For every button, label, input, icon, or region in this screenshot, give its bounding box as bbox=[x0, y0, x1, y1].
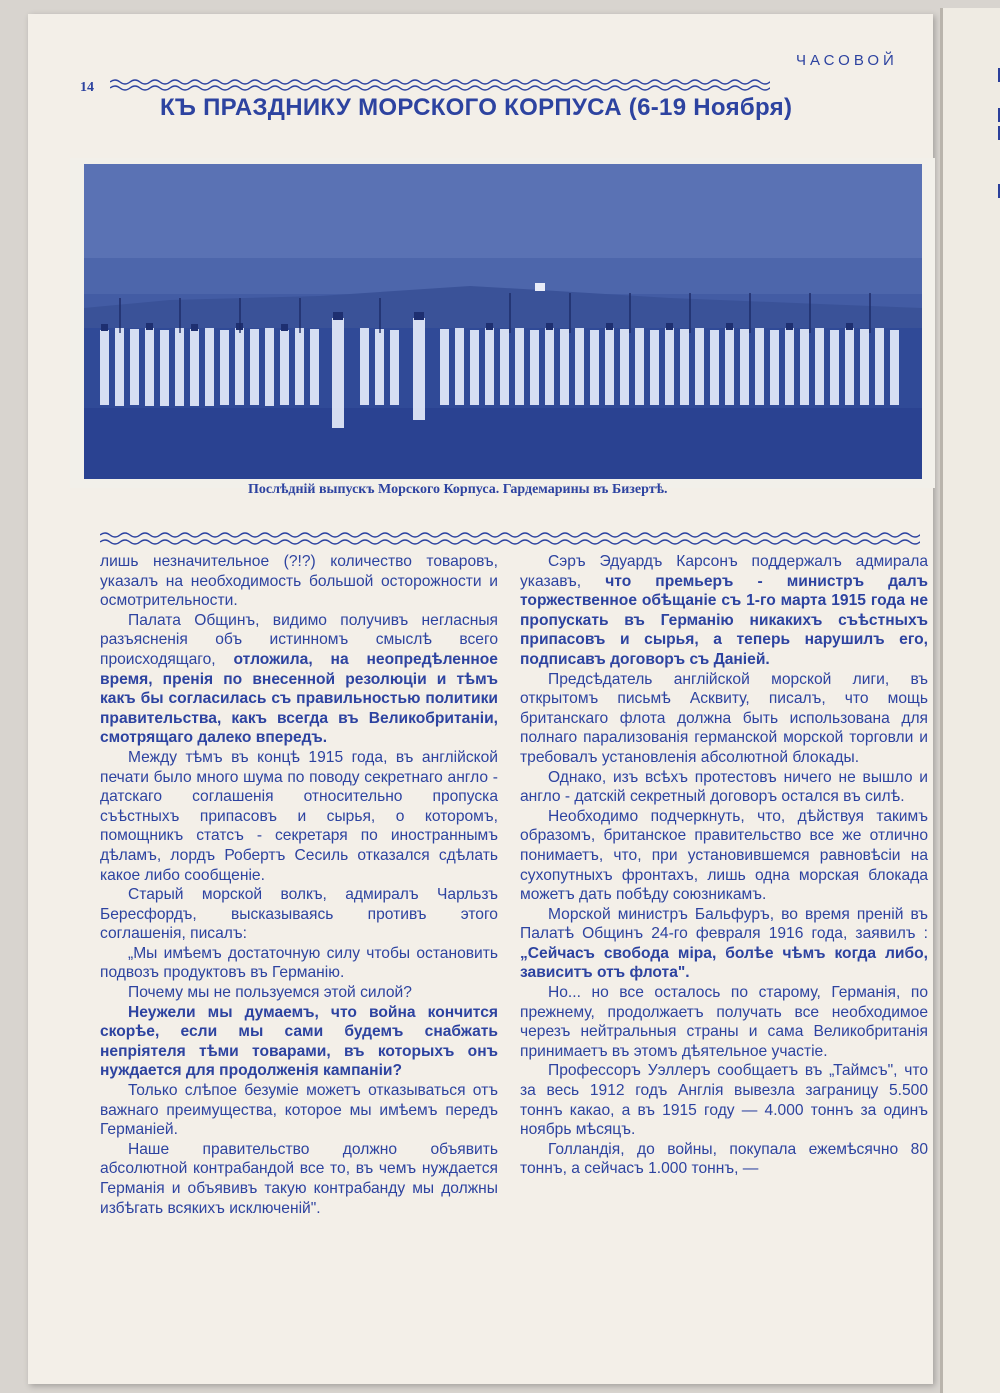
photo-caption: Послѣдній выпускъ Морского Корпуса. Гардемарины въ Бизертѣ. bbox=[248, 482, 668, 497]
paragraph: Неужели мы думаемъ, что война кончится скорѣе, если мы сами будемъ снабжать непріятеля тѣми товарами, въ которыхъ онъ нуждается для продолженія кампаніи? bbox=[100, 1003, 498, 1080]
paragraph: Только слѣпое безуміе можетъ отказываться отъ важнаго преимущества, которое мы имѣемъ передъ Германіей. bbox=[100, 1082, 498, 1139]
paragraph: Наше правительство должно объявить абсолютной контрабандой все то, въ чемъ нуждается Германія и объявивъ такую контрабанду мы должны избѣгать всякихъ исключеній". bbox=[100, 1140, 498, 1217]
paragraph: „Мы имѣемъ достаточную силу чтобы остановить подвозъ продуктовъ въ Германію. bbox=[100, 944, 498, 982]
paragraph: Между тѣмъ въ концѣ 1915 года, въ англійской печати было много шума по поводу секретнаго англо - датскаго соглашенія относительно пропуска съѣстныхъ припасовъ и сырья, о которомъ, помощникъ статсъ - секретаря по иностраннымъ дѣламъ, лордъ Робертъ Сесиль отказался сдѣлать какое либо сообщеніе. bbox=[100, 748, 498, 884]
header-wave-rule bbox=[110, 78, 770, 92]
left-column bbox=[100, 552, 498, 1218]
cadets-parade-photo bbox=[70, 158, 935, 488]
paragraph: Предсѣдатель англійской морской лиги, въ открытомъ письмѣ Асквиту, писалъ, что мощь британскаго флота должна быть использована для полнаго парализованія германской морской торговли и требовалъ установленія абсолютной блокады. bbox=[520, 670, 928, 766]
paragraph: лишь незначительное (?!?) количество товаровъ, указалъ на необходимость большой осторожности и осмотрительности. bbox=[100, 553, 498, 610]
next-page-edge bbox=[940, 8, 1000, 1393]
paragraph: Голландія, до войны, покупала ежемѣсячно 80 тоннъ, а сейчасъ 1.000 тоннъ, — bbox=[520, 1140, 928, 1178]
article-title: КЪ ПРАЗДНИКУ МОРСКОГО КОРПУСА (6-19 Ноября) bbox=[160, 94, 793, 121]
paragraph: Палата Общинъ, видимо получивъ негласныя разъясненія объ истинномъ смыслѣ всего происходящаго, отложила, на неопредѣленное время, пренія по внесенной резолюціи и тѣмъ какъ бы согласилась съ правильностью политики правительства, какъ всегда въ Великобританіи, смотрящаго далеко впередъ. bbox=[100, 611, 498, 747]
section-wave-rule bbox=[100, 530, 920, 548]
paragraph: Профессоръ Уэллеръ сообщаетъ въ „Таймсъ", что за весь 1912 годъ Англія вывезла заграницу 5.500 тоннъ какао, а въ 1915 году — 4.000 тоннъ за одинъ ноябрь мѣсяцъ. bbox=[520, 1062, 928, 1139]
journal-name: ЧАСОВОЙ bbox=[796, 52, 898, 69]
paragraph: Однако, изъ всѣхъ протестовъ ничего не вышло и англо - датскій секретный договоръ остался въ силѣ. bbox=[520, 768, 928, 806]
paragraph: Сэръ Эдуардъ Карсонъ поддержалъ адмирала указавъ, что премьеръ - министръ далъ торжественное обѣщаніе съ 1-го марта 1915 года не пропускать въ Германію никакихъ съѣстныхъ припасовъ и сырья, а теперь нарушилъ его, подписавъ договоръ съ Даніей. bbox=[520, 553, 928, 668]
paragraph: Морской министръ Бальфуръ, во время преній въ Палатѣ Общинъ 24-го февраля 1916 года, заявилъ : „Сейчасъ свобода міра, болѣе чѣмъ когда либо, зависитъ отъ флота". bbox=[520, 905, 928, 982]
right-column bbox=[520, 552, 928, 1179]
page-number: 14 bbox=[80, 80, 94, 95]
paragraph: Но... но все осталось по старому, Германія, по прежнему, продолжаетъ получать все необходимое черезъ нейтральныя страны и сама Великобританія принимаетъ въ этомъ дѣятельное участіе. bbox=[520, 984, 928, 1060]
paragraph: Необходимо подчеркнуть, что, дѣйствуя такимъ образомъ, британское правительство все же отлично понимаетъ, что, при установившемся равновѣсіи на сухопутныхъ фронтахъ, лишь одна морская блокада можетъ дать побѣду союзникамъ. bbox=[520, 807, 928, 904]
paragraph: Почему мы не пользуемся этой силой? bbox=[128, 984, 412, 1002]
paragraph: Старый морской волкъ, адмиралъ Чарльзъ Бересфордъ, высказываясь противъ этого соглашенія, писалъ: bbox=[100, 886, 498, 943]
